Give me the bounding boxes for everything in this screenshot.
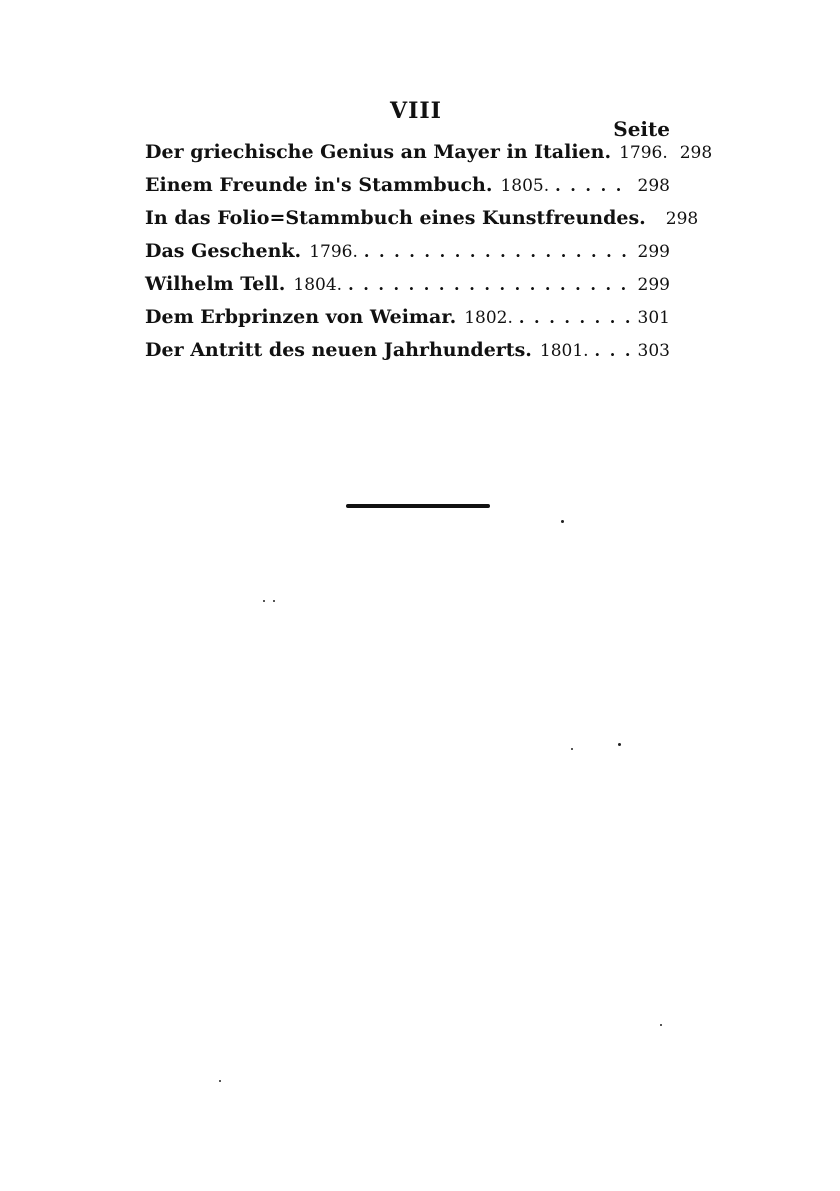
toc-year: 1796. <box>309 242 358 262</box>
scan-speck <box>273 600 275 602</box>
toc-title: Dem Erbprinzen von Weimar. <box>145 306 457 328</box>
scan-speck <box>660 1024 662 1026</box>
scan-speck <box>618 743 621 746</box>
toc-entry <box>145 306 670 339</box>
column-label-seite: Seite <box>613 117 670 141</box>
section-divider-rule <box>346 504 490 508</box>
toc-entry <box>145 141 713 174</box>
dot-leader <box>348 275 631 294</box>
scan-speck <box>561 520 564 523</box>
toc-entry <box>145 273 670 306</box>
toc-page-number: 298 <box>679 143 713 163</box>
toc-title: Einem Freunde in's Stammbuch. <box>145 174 493 196</box>
dot-leader <box>364 242 632 261</box>
table-of-contents <box>145 141 713 372</box>
toc-page-number: 303 <box>637 341 670 361</box>
toc-entry <box>145 207 699 240</box>
toc-year: 1801. <box>539 341 589 361</box>
scan-speck <box>263 600 265 602</box>
toc-title: Der griechische Genius an Mayer in Italien. <box>145 141 612 163</box>
toc-page-number: 298 <box>637 176 670 196</box>
toc-title: In das Folio=Stammbuch eines Kunstfreundes. <box>145 207 646 229</box>
toc-year: 1804. <box>293 275 343 295</box>
toc-year: 1802. <box>464 308 513 328</box>
scan-speck <box>219 1080 221 1082</box>
toc-page-number: 299 <box>637 275 670 295</box>
dot-leader <box>555 176 631 195</box>
toc-page-number: 299 <box>637 242 670 262</box>
dot-leader <box>595 341 632 360</box>
dot-leader <box>519 308 632 327</box>
toc-title: Das Geschenk. <box>145 240 302 262</box>
toc-year: 1796. <box>619 143 668 163</box>
scan-speck <box>571 748 573 750</box>
toc-entry <box>145 240 670 273</box>
page-number: VIII <box>390 98 442 124</box>
toc-title: Wilhelm Tell. <box>145 273 286 295</box>
toc-page-number: 298 <box>665 209 699 229</box>
toc-title: Der Antritt des neuen Jahrhunderts. <box>145 339 532 361</box>
toc-entry <box>145 339 670 372</box>
toc-entry <box>145 174 670 207</box>
toc-year: 1805. <box>500 176 550 196</box>
toc-page-number: 301 <box>637 308 670 328</box>
